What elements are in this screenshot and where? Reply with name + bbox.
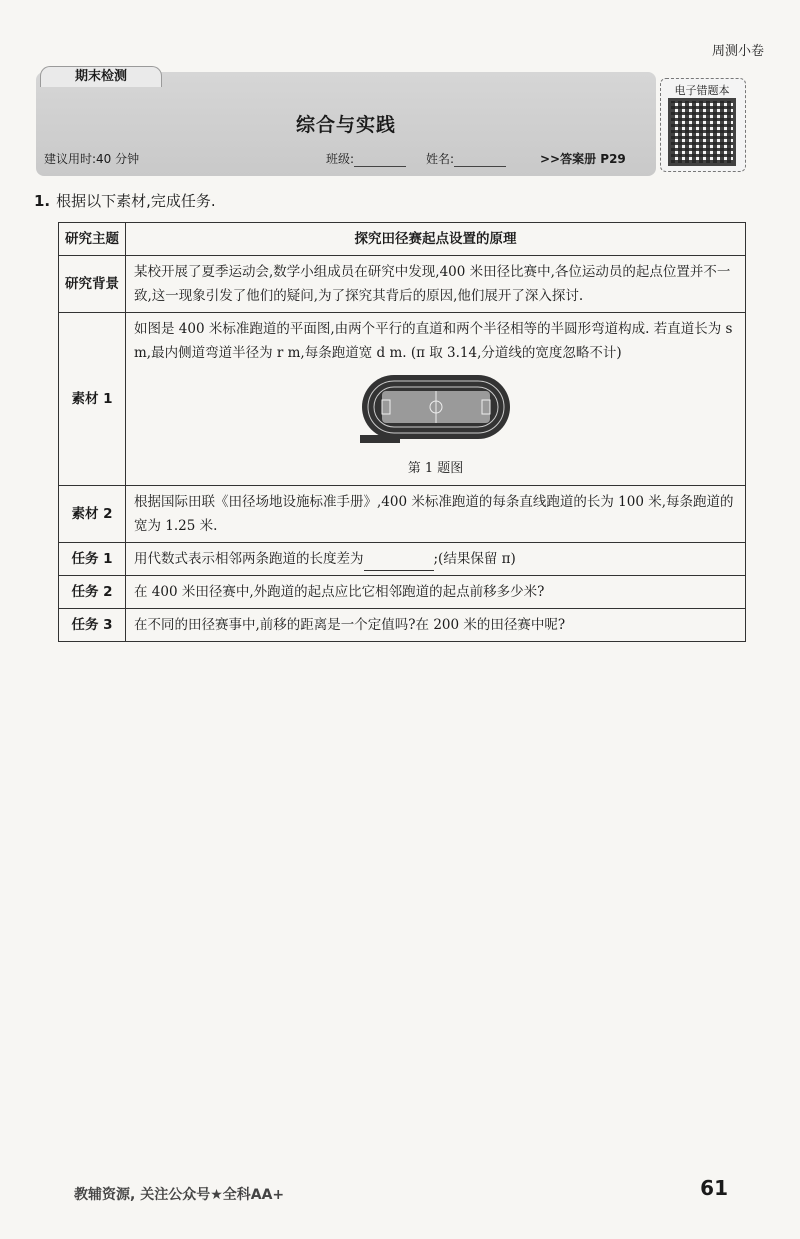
qr-code-icon[interactable] xyxy=(668,98,736,166)
task1-cell xyxy=(126,543,746,576)
material1-label: 素材 1 xyxy=(59,313,126,486)
table-row xyxy=(59,313,746,486)
material2-text: 根据国际田联《田径场地设施标准手册》,400 米标准跑道的每条直线跑道的长为 100 米,每条跑道的宽为 1.25 米. xyxy=(126,486,746,543)
name-field xyxy=(426,150,506,167)
task1-text: 用代数式表示相邻两条跑道的长度差为 xyxy=(134,551,364,567)
class-blank xyxy=(354,154,406,167)
table-row xyxy=(59,609,746,642)
track-figure xyxy=(134,369,737,457)
table-row xyxy=(59,256,746,313)
class-field xyxy=(326,150,406,167)
material1-cell xyxy=(126,313,746,486)
material2-label: 素材 2 xyxy=(59,486,126,543)
page-title: 综合与实践 xyxy=(295,114,396,136)
task1-label: 任务 1 xyxy=(59,543,126,576)
background-text: 某校开展了夏季运动会,数学小组成员在研究中发现,400 米田径比赛中,各位运动员的起点位置并不一致,这一现象引发了他们的疑问,为了探究其背后的原因,他们展开了深入探讨. xyxy=(126,256,746,313)
task2-text: 在 400 米田径赛中,外跑道的起点应比它相邻跑道的起点前移多少米? xyxy=(126,576,746,609)
class-label: 班级: xyxy=(326,152,355,166)
suggested-time: 建议用时:40 分钟 xyxy=(44,152,140,166)
page-number: 61 xyxy=(700,1176,728,1200)
task1-answer-blank[interactable] xyxy=(364,554,434,571)
task2-label: 任务 2 xyxy=(59,576,126,609)
material1-text: 如图是 400 米标准跑道的平面图,由两个平行的直道和两个半径相等的半圆形弯道构成. 若直道长为 s m,最内侧道弯道半径为 r m,每条跑道宽 d m. (π 取 3.14,分道线的宽度忽略不计) xyxy=(134,321,733,361)
name-blank xyxy=(454,154,506,167)
answer-reference: >>答案册 P29 xyxy=(540,152,626,166)
name-label: 姓名: xyxy=(426,152,455,166)
task1-note: ;(结果保留 π) xyxy=(433,551,516,567)
table-row xyxy=(59,576,746,609)
series-label: 周测小卷 xyxy=(711,44,764,59)
task3-text: 在不同的田径赛事中,前移的距离是一个定值吗?在 200 米的田径赛中呢? xyxy=(126,609,746,642)
section-tab: 期末检测 xyxy=(40,66,162,87)
background-label: 研究背景 xyxy=(59,256,126,313)
qr-label: 电子错题本 xyxy=(674,84,730,97)
figure-caption: 第 1 题图 xyxy=(407,461,464,476)
task3-label: 任务 3 xyxy=(59,609,126,642)
topic-text: 探究田径赛起点设置的原理 xyxy=(126,223,746,256)
material-table xyxy=(58,222,746,642)
table-row xyxy=(59,223,746,256)
question-1 xyxy=(34,190,216,211)
running-track-icon xyxy=(356,369,516,449)
question-number: 1. xyxy=(34,192,51,210)
footer-note: 教辅资源, 关注公众号★全科AA+ xyxy=(74,1187,285,1203)
table-row xyxy=(59,543,746,576)
table-row xyxy=(59,486,746,543)
question-text: 根据以下素材,完成任务. xyxy=(56,192,216,210)
topic-label: 研究主题 xyxy=(59,223,126,256)
